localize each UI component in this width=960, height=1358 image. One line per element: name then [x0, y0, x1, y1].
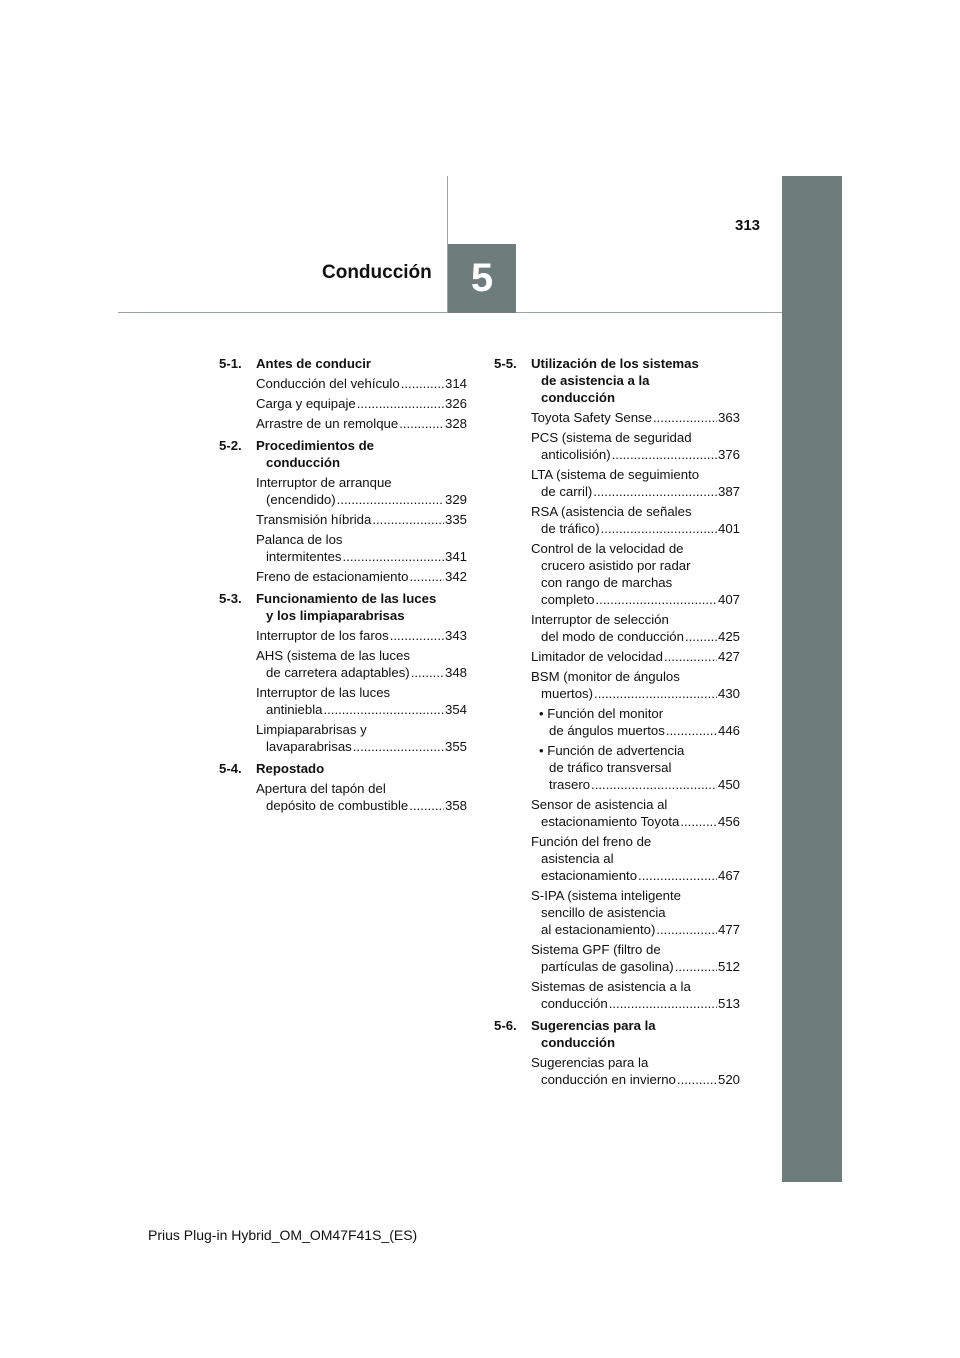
dot-leader: [666, 722, 717, 739]
footer-document-id: Prius Plug-in Hybrid_OM_OM47F41S_(ES): [148, 1227, 418, 1243]
entry-text: Sistemas de asistencia a la: [531, 979, 691, 994]
entry-page-number: 450: [717, 777, 740, 792]
dot-leader: [638, 867, 717, 884]
entry-text: con rango de marchas: [541, 575, 673, 590]
entry-text: de carretera adaptables): [266, 665, 410, 680]
toc-entry[interactable]: [494, 503, 740, 537]
dot-leader: [343, 548, 444, 565]
entry-page-number: 513: [717, 996, 740, 1011]
section-title: Utilización de los sistemas de asistencia a la conducción: [531, 356, 699, 405]
toc-section: [219, 760, 467, 814]
entry-text: Función del freno de: [531, 834, 652, 849]
section-title: Sugerencias para la conducción: [531, 1018, 656, 1050]
dot-leader: [409, 568, 444, 585]
entry-text: Interruptor de los faros: [256, 628, 389, 643]
entry-page-number: 427: [717, 649, 740, 664]
section-title: Procedimientos de conducción: [256, 438, 374, 470]
toc-entry[interactable]: [494, 978, 740, 1012]
entry-text: Apertura del tapón del: [256, 781, 386, 796]
entry-text: • Función de advertencia: [539, 743, 685, 758]
section-number: 5-5.: [494, 356, 517, 371]
entry-text: lavaparabrisas: [266, 739, 352, 754]
section-number: 5-4.: [219, 761, 242, 776]
dot-leader: [353, 738, 444, 755]
entry-text: de tráfico): [541, 521, 600, 536]
section-number: 5-3.: [219, 591, 242, 606]
entry-text: de tráfico transversal: [549, 760, 672, 775]
entry-page-number: 355: [444, 739, 467, 754]
entry-text: Interruptor de las luces: [256, 685, 391, 700]
entry-page-number: 430: [717, 686, 740, 701]
entry-text: estacionamiento Toyota: [541, 814, 680, 829]
entry-page-number: 376: [717, 447, 740, 462]
section-title: Repostado: [256, 761, 325, 776]
dot-leader: [323, 701, 444, 718]
entry-text: AHS (sistema de las luces: [256, 648, 410, 663]
toc-section: [494, 1017, 740, 1088]
chapter-side-tab: [782, 176, 842, 1182]
toc-column-right: [494, 355, 740, 1093]
entry-page-number: 456: [717, 814, 740, 829]
dot-leader: [411, 664, 444, 681]
toc-entry[interactable]: [219, 721, 467, 755]
section-heading: [494, 1017, 740, 1051]
toc-entry[interactable]: [494, 796, 740, 830]
section-number: 5-2.: [219, 438, 242, 453]
entry-page-number: 512: [717, 959, 740, 974]
section-number: 5-1.: [219, 356, 242, 371]
entry-text: Palanca de los: [256, 532, 343, 547]
dot-leader: [399, 415, 444, 432]
entry-page-number: 425: [717, 629, 740, 644]
entry-page-number: 467: [717, 868, 740, 883]
entry-text: Carga y equipaje: [256, 396, 356, 411]
entry-text: Limpiaparabrisas y: [256, 722, 367, 737]
toc-entry[interactable]: [219, 568, 467, 585]
section-number: 5-6.: [494, 1018, 517, 1033]
entry-page-number: 401: [717, 521, 740, 536]
toc-section: [219, 590, 467, 755]
entry-text: Interruptor de selección: [531, 612, 669, 627]
toc-entry[interactable]: [494, 466, 740, 500]
entry-text: Interruptor de arranque: [256, 475, 392, 490]
entry-text: intermitentes: [266, 549, 342, 564]
dot-leader: [612, 446, 717, 463]
entry-text: Conducción del vehículo: [256, 376, 400, 391]
entry-text: S-IPA (sistema inteligente: [531, 888, 682, 903]
entry-page-number: 314: [444, 376, 467, 391]
entry-text: sencillo de asistencia: [541, 905, 666, 920]
entry-page-number: 477: [717, 922, 740, 937]
entry-page-number: 326: [444, 396, 467, 411]
entry-page-number: 446: [717, 723, 740, 738]
entry-text: anticolisión): [541, 447, 611, 462]
page-number: 313: [735, 217, 761, 234]
entry-text: conducción: [541, 996, 608, 1011]
entry-text: LTA (sistema de seguimiento: [531, 467, 700, 482]
entry-text: crucero asistido por radar: [541, 558, 691, 573]
toc-section: [494, 355, 740, 1012]
entry-text: muertos): [541, 686, 594, 701]
dot-leader: [390, 627, 444, 644]
entry-text: (encendido): [266, 492, 336, 507]
toc-entry[interactable]: [494, 648, 740, 665]
toc-entry[interactable]: [219, 415, 467, 432]
entry-page-number: 387: [717, 484, 740, 499]
entry-page-number: 358: [444, 798, 467, 813]
toc-entry[interactable]: [219, 511, 467, 528]
entry-text: Transmisión híbrida: [256, 512, 372, 527]
entry-text: conducción en invierno: [541, 1072, 676, 1087]
entry-page-number: 341: [444, 549, 467, 564]
dot-leader: [656, 921, 717, 938]
toc-entry[interactable]: [494, 540, 740, 608]
section-heading: [219, 437, 467, 471]
entry-page-number: 363: [717, 410, 740, 425]
dot-leader: [401, 375, 444, 392]
toc-entry[interactable]: [219, 375, 467, 392]
entry-page-number: 520: [717, 1072, 740, 1087]
entry-page-number: 354: [444, 702, 467, 717]
entry-text: Freno de estacionamiento: [256, 569, 409, 584]
dot-leader: [609, 995, 717, 1012]
toc-entry[interactable]: [219, 474, 467, 508]
entry-page-number: 348: [444, 665, 467, 680]
toc-entry[interactable]: [219, 647, 467, 681]
entry-text: Sistema GPF (filtro de: [531, 942, 661, 957]
dot-leader: [357, 395, 444, 412]
entry-text: del modo de conducción: [541, 629, 684, 644]
section-title: Funcionamiento de las luces y los limpiaparabrisas: [256, 591, 437, 623]
dot-leader: [653, 409, 717, 426]
dot-leader: [677, 1071, 717, 1088]
entry-text: RSA (asistencia de señales: [531, 504, 692, 519]
toc-section: [219, 437, 467, 585]
section-heading: [219, 355, 467, 372]
entry-page-number: 329: [444, 492, 467, 507]
toc-entry[interactable]: [494, 887, 740, 938]
toc-entry[interactable]: [219, 780, 467, 814]
entry-text: Sugerencias para la: [531, 1055, 649, 1070]
section-heading: [219, 760, 467, 777]
entry-text: • Función del monitor: [539, 706, 664, 721]
toc-entry[interactable]: [219, 531, 467, 565]
entry-text: Limitador de velocidad: [531, 649, 663, 664]
toc-entry[interactable]: [494, 1054, 740, 1088]
entry-text: Control de la velocidad de: [531, 541, 684, 556]
dot-leader: [591, 776, 717, 793]
dot-leader: [372, 511, 444, 528]
entry-text: completo: [541, 592, 595, 607]
toc-entry[interactable]: [494, 429, 740, 463]
dot-leader: [593, 483, 717, 500]
entry-page-number: 342: [444, 569, 467, 584]
dot-leader: [664, 648, 717, 665]
section-title: Antes de conducir: [256, 356, 372, 371]
dot-leader: [337, 491, 444, 508]
toc-entry[interactable]: [219, 627, 467, 644]
toc-entry[interactable]: [494, 705, 740, 739]
entry-page-number: 343: [444, 628, 467, 643]
toc-section: [219, 355, 467, 432]
dot-leader: [601, 520, 717, 537]
entry-page-number: 335: [444, 512, 467, 527]
chapter-number: 5: [448, 244, 516, 313]
entry-text: BSM (monitor de ángulos: [531, 669, 680, 684]
dot-leader: [596, 591, 717, 608]
toc-entry[interactable]: [219, 684, 467, 718]
entry-text: antiniebla: [266, 702, 323, 717]
dot-leader: [594, 685, 717, 702]
toc-entry[interactable]: [494, 742, 740, 793]
dot-leader: [409, 797, 444, 814]
entry-text: depósito de combustible: [266, 798, 409, 813]
chapter-title: Conducción: [322, 262, 432, 283]
toc-entry[interactable]: [494, 941, 740, 975]
entry-text: Toyota Safety Sense: [531, 410, 652, 425]
toc-entry[interactable]: [494, 833, 740, 884]
toc-entry[interactable]: [494, 409, 740, 426]
dot-leader: [680, 813, 717, 830]
entry-text: asistencia al: [541, 851, 614, 866]
section-heading: [219, 590, 467, 624]
entry-text: al estacionamiento): [541, 922, 656, 937]
dot-leader: [675, 958, 717, 975]
toc-entry[interactable]: [219, 395, 467, 412]
section-heading: [494, 355, 740, 406]
entry-text: trasero: [549, 777, 591, 792]
dot-leader: [685, 628, 717, 645]
entry-text: Arrastre de un remolque: [256, 416, 399, 431]
entry-text: partículas de gasolina): [541, 959, 674, 974]
entry-page-number: 328: [444, 416, 467, 431]
entry-page-number: 407: [717, 592, 740, 607]
entry-text: Sensor de asistencia al: [531, 797, 668, 812]
toc-entry[interactable]: [494, 611, 740, 645]
toc-column-left: [219, 355, 467, 819]
entry-text: estacionamiento: [541, 868, 638, 883]
entry-text: de carril): [541, 484, 593, 499]
entry-text: de ángulos muertos: [549, 723, 665, 738]
entry-text: PCS (sistema de seguridad: [531, 430, 692, 445]
toc-entry[interactable]: [494, 668, 740, 702]
